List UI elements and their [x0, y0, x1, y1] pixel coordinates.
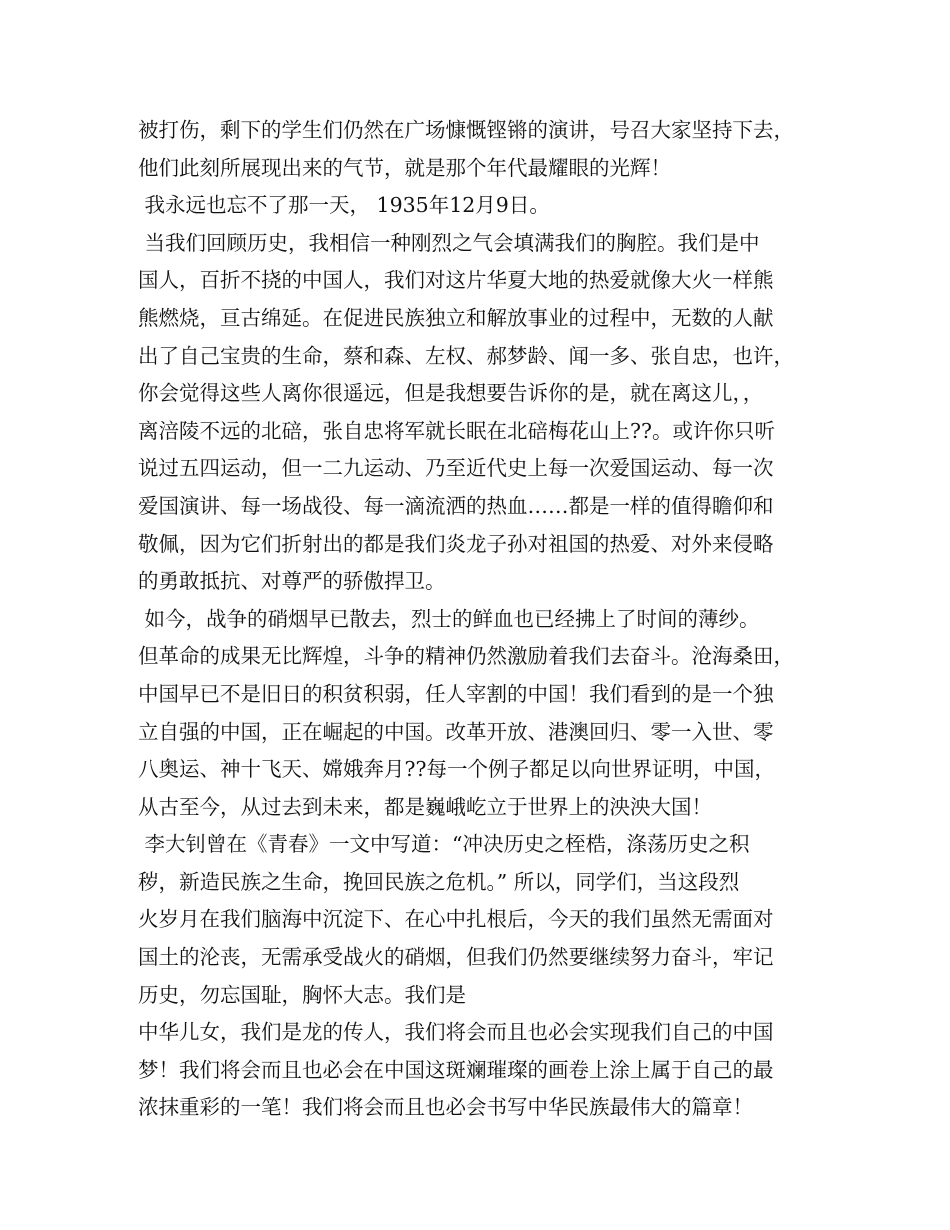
text-line: 国土的沦丧，无需承受战火的硝烟，但我们仍然要继续努力奋斗，牢记: [138, 945, 774, 970]
text-line: 出了自己宝贵的生命，蔡和森、左权、郝梦龄、闻一多、张自忠，也许，: [138, 343, 794, 368]
text-line: 中国早已不是旧日的积贫积弱，任人宰割的中国！我们看到的是一个独: [138, 681, 774, 706]
text-line: 离涪陵不远的北碚，张自忠将军就长眠在北碚梅花山上??。或许你只听: [138, 418, 775, 443]
speech-text-body: [138, 112, 828, 1127]
text-line: 敬佩，因为它们折射出的都是我们炎龙子孙对祖国的热爱、对外来侵略: [138, 531, 774, 556]
text-line: 火岁月在我们脑海中沉淀下、在心中扎根后，今天的我们虽然无需面对: [138, 907, 774, 932]
text-line: 我永远也忘不了那一天， 1935年12月9日。: [138, 193, 550, 218]
text-line: 爱国演讲、每一场战役、每一滴流洒的热血……都是一样的值得瞻仰和: [138, 493, 774, 518]
text-line: 李大钊曾在《青春》一文中写道：“冲决历史之桎梏，涤荡历史之积: [138, 832, 750, 857]
text-line: 从古至今，从过去到未来，都是巍峨屹立于世界上的泱泱大国！: [138, 794, 712, 819]
text-line: 熊燃烧，亘古绵延。在促进民族独立和解放事业的过程中，无数的人献: [138, 305, 774, 330]
text-line: 秽，新造民族之生命，挽回民族之危机。” 所以，同学们，当这段烈: [138, 869, 740, 894]
text-line: 国人，百折不挠的中国人，我们对这片华夏大地的热爱就像大火一样熊: [138, 268, 774, 293]
text-line: 你会觉得这些人离你很遥远，但是我想要告诉你的是，就在离这儿，，: [138, 381, 764, 406]
text-line: 梦！我们将会而且也必会在中国这斑斓璀璨的画卷上涂上属于自己的最: [138, 1057, 774, 1082]
text-line: 他们此刻所展现出来的气节，就是那个年代最耀眼的光辉！: [138, 155, 671, 180]
text-line: 浓抹重彩的一笔！我们将会而且也必会书写中华民族最伟大的篇章！: [138, 1095, 753, 1120]
text-line: 的勇敢抵抗、对尊严的骄傲捍卫。: [138, 569, 446, 594]
text-line: 八奥运、神十飞天、嫦娥奔月??每一个例子都足以向世界证明，中国，: [138, 757, 775, 782]
text-line: 但革命的成果无比辉煌，斗争的精神仍然激励着我们去奋斗。沧海桑田，: [138, 644, 794, 669]
text-line: 如今，战争的硝烟早已散去，烈士的鲜血也已经拂上了时间的薄纱。: [138, 606, 760, 631]
text-line: 立自强的中国，正在崛起的中国。改革开放、港澳回归、零一入世、零: [138, 719, 774, 744]
text-line: 被打伤，剩下的学生们仍然在广场慷慨铿锵的演讲，号召大家坚持下去，: [138, 118, 794, 142]
text-line: 历史，勿忘国耻，胸怀大志。我们是: [138, 982, 466, 1007]
text-line: 当我们回顾历史，我相信一种刚烈之气会填满我们的胸腔。我们是中: [138, 230, 760, 255]
text-line: 说过五四运动，但一二九运动、乃至近代史上每一次爱国运动、每一次: [138, 456, 774, 481]
text-line: 中华儿女，我们是龙的传人，我们将会而且也必会实现我们自己的中国: [138, 1020, 774, 1045]
